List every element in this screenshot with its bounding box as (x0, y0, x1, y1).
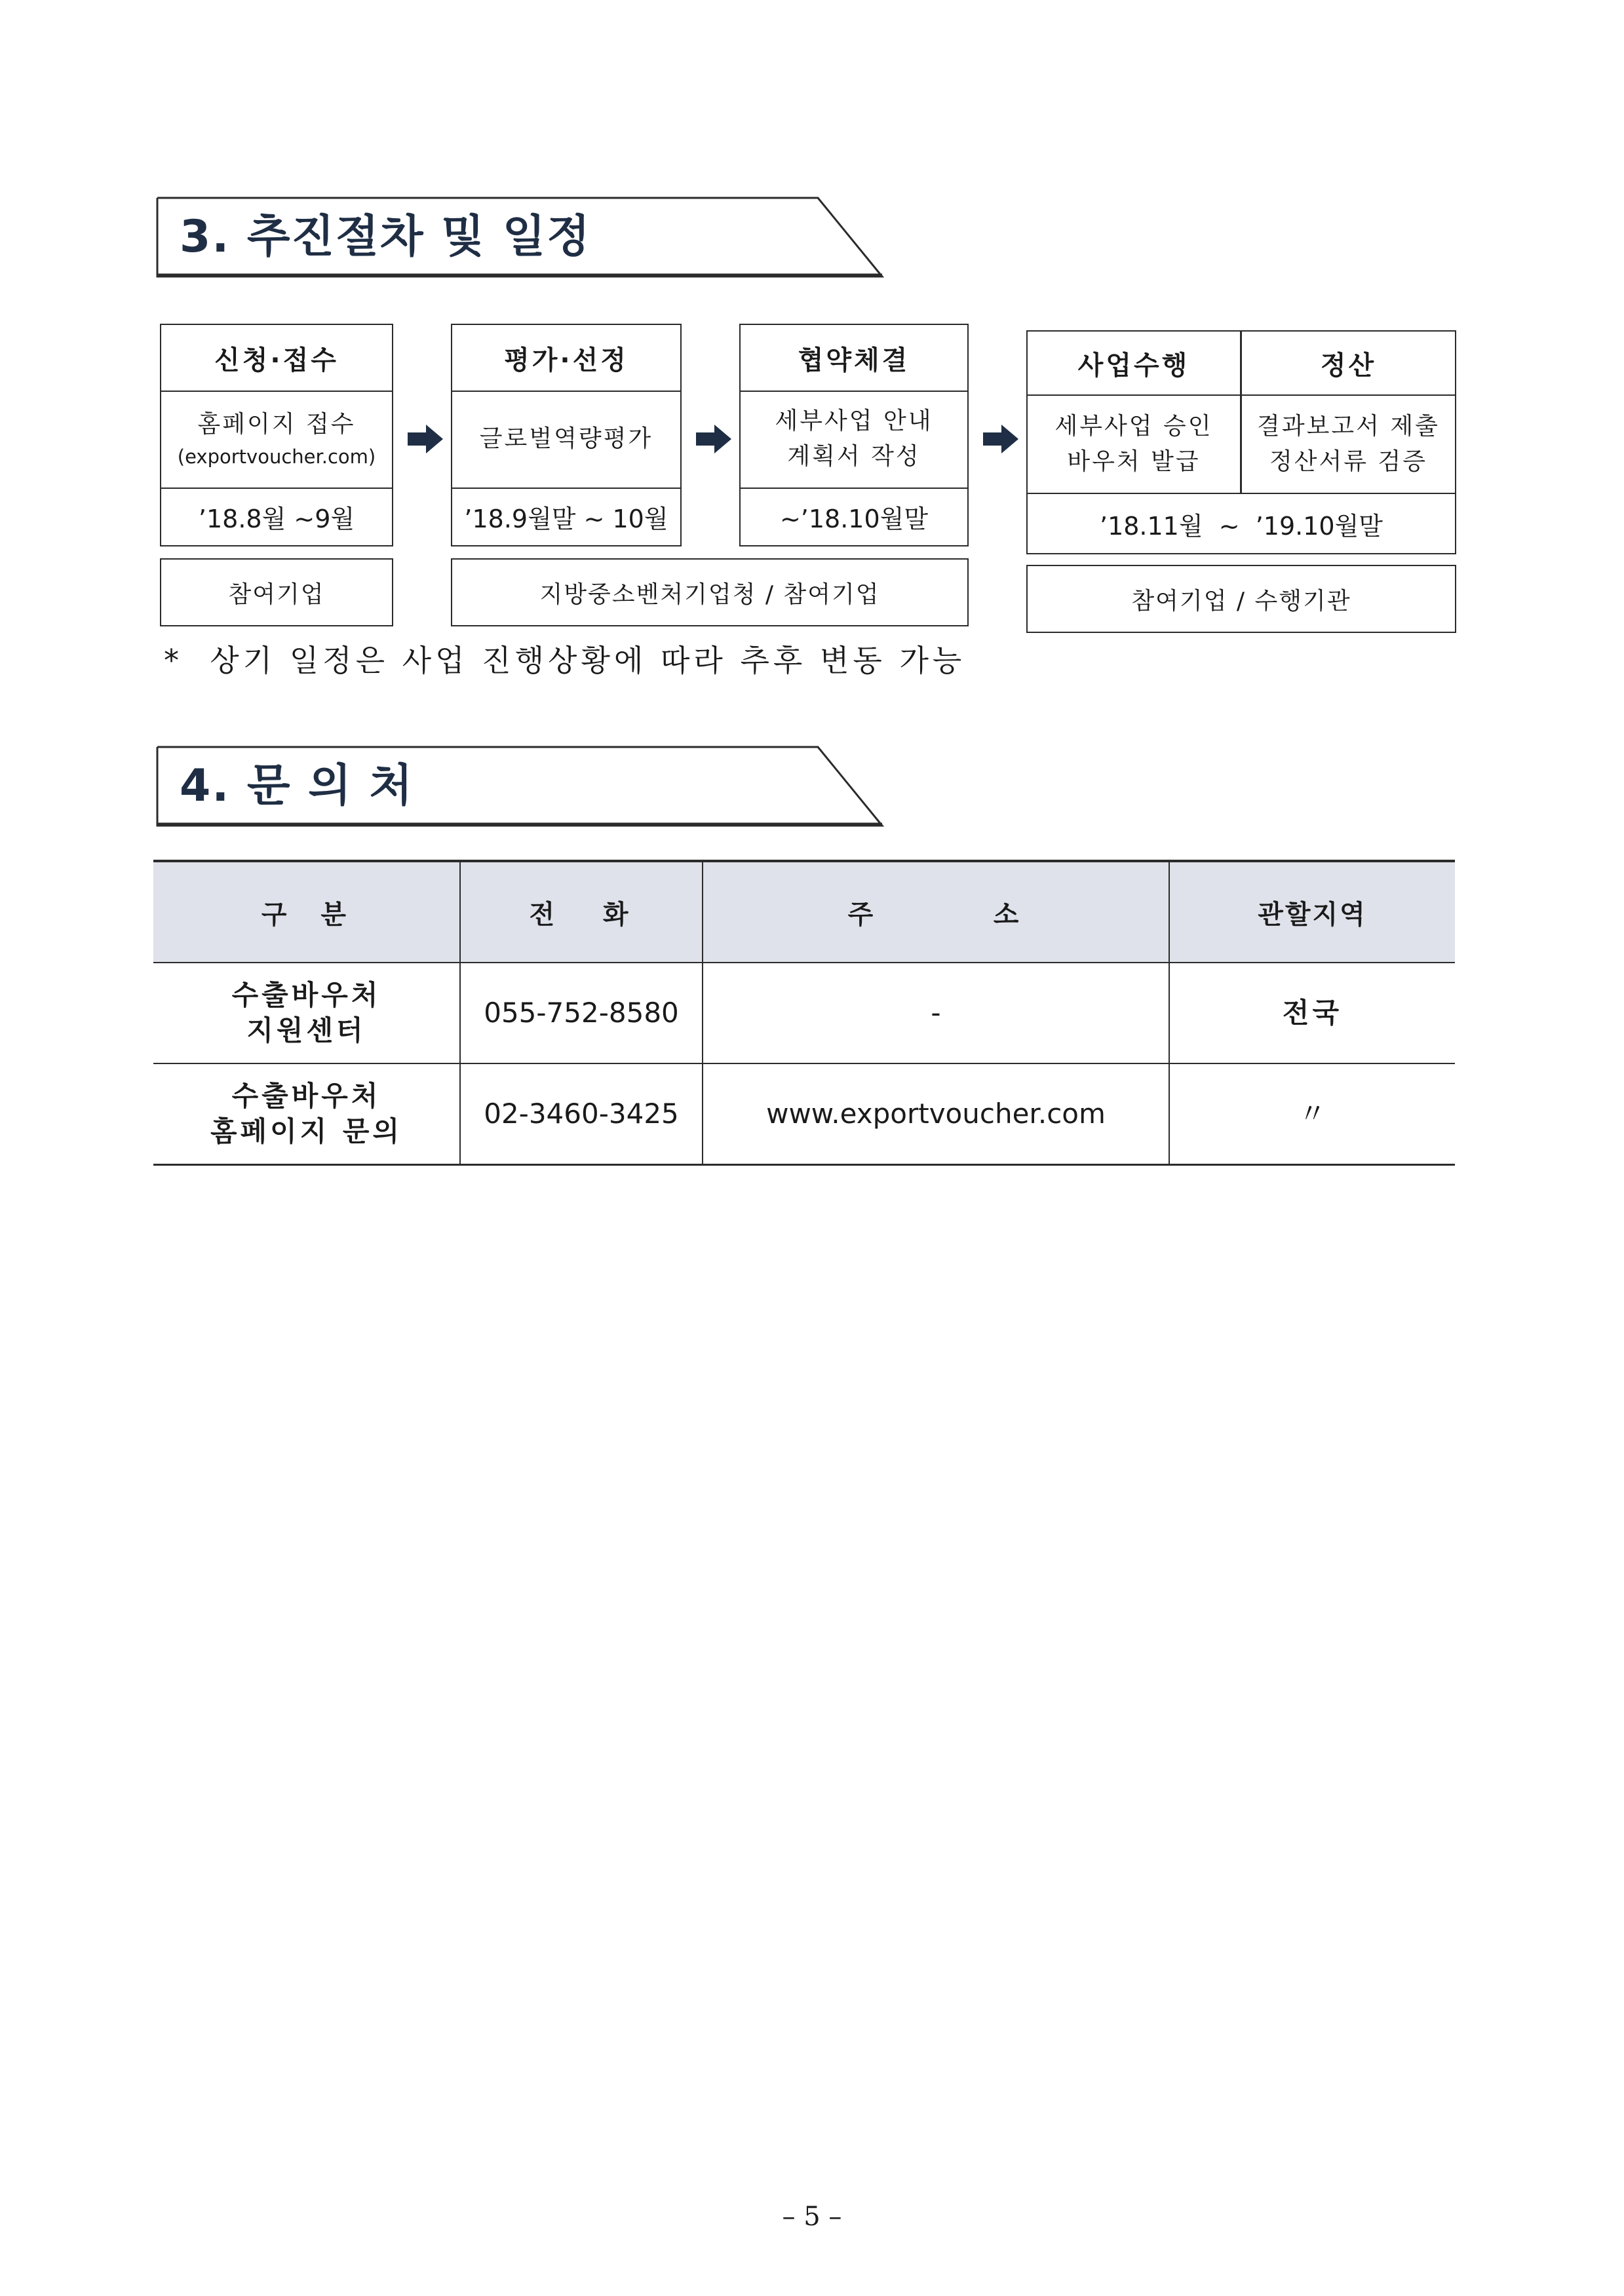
arrow-right-icon (408, 425, 443, 453)
contact-phone: 055-752-8580 (460, 963, 703, 1063)
contact-phone: 02-3460-3425 (460, 1063, 703, 1165)
step-date: ’18.11월 ~ ’19.10월말 (1099, 511, 1383, 541)
party-execution: 참여기업 / 수행기관 (1026, 565, 1456, 633)
section-3-header (156, 197, 885, 278)
contact-address[interactable]: www.exportvoucher.com (703, 1063, 1169, 1165)
step-title: 협약체결 (741, 325, 967, 392)
header-phone: 전 화 (460, 861, 703, 963)
step-execution-settlement (1026, 330, 1456, 554)
section-4-title: 4. 문 의 처 (180, 760, 414, 812)
table-header-row (153, 861, 1455, 963)
contact-region: 전국 (1169, 963, 1455, 1063)
step-description-settlement: 결과보고서 제출 정산서류 검증 (1242, 396, 1455, 494)
schedule-note: * 상기 일정은 사업 진행상황에 따라 추후 변동 가능 (164, 643, 966, 678)
step-title: 신청·접수 (161, 325, 392, 392)
page-number: – 5 – (782, 2202, 842, 2232)
section-3-title: 3. 추진절차 및 일정 (180, 211, 591, 263)
table-row (153, 963, 1455, 1063)
contact-name: 수출바우처 홈페이지 문의 (153, 1063, 460, 1165)
step-description: 홈페이지 접수 (exportvoucher.com) (161, 391, 392, 489)
step-title-settlement: 정산 (1242, 332, 1455, 396)
step-description-execution: 세부사업 승인 바우처 발급 (1028, 396, 1240, 494)
contact-table (153, 860, 1455, 1166)
contact-region: 〃 (1169, 1063, 1455, 1165)
header-region: 관할지역 (1169, 861, 1455, 963)
header-category: 구 분 (153, 861, 460, 963)
step-description: 세부사업 안내 계획서 작성 (741, 391, 967, 489)
step-date: ’18.8월 ~9월 (198, 504, 355, 533)
table-row (153, 1063, 1455, 1165)
party-applicant: 참여기업 (160, 558, 393, 626)
step-description: 글로벌역량평가 (452, 391, 680, 489)
step-agreement (739, 324, 969, 546)
section-4-header (156, 746, 885, 827)
step-title-execution: 사업수행 (1028, 332, 1240, 396)
step-title: 평가·선정 (452, 325, 680, 392)
step-evaluation (451, 324, 682, 546)
contact-name: 수출바우처 지원센터 (153, 963, 460, 1063)
step-date: ~’18.10월말 (779, 504, 929, 533)
arrow-right-icon (696, 425, 731, 453)
header-address: 주 소 (703, 861, 1169, 963)
arrow-right-icon (983, 425, 1018, 453)
party-evaluation: 지방중소벤처기업청 / 참여기업 (451, 558, 969, 626)
step-date: ’18.9월말 ~ 10월 (464, 504, 668, 533)
step-apply (160, 324, 393, 546)
contact-address: - (703, 963, 1169, 1063)
